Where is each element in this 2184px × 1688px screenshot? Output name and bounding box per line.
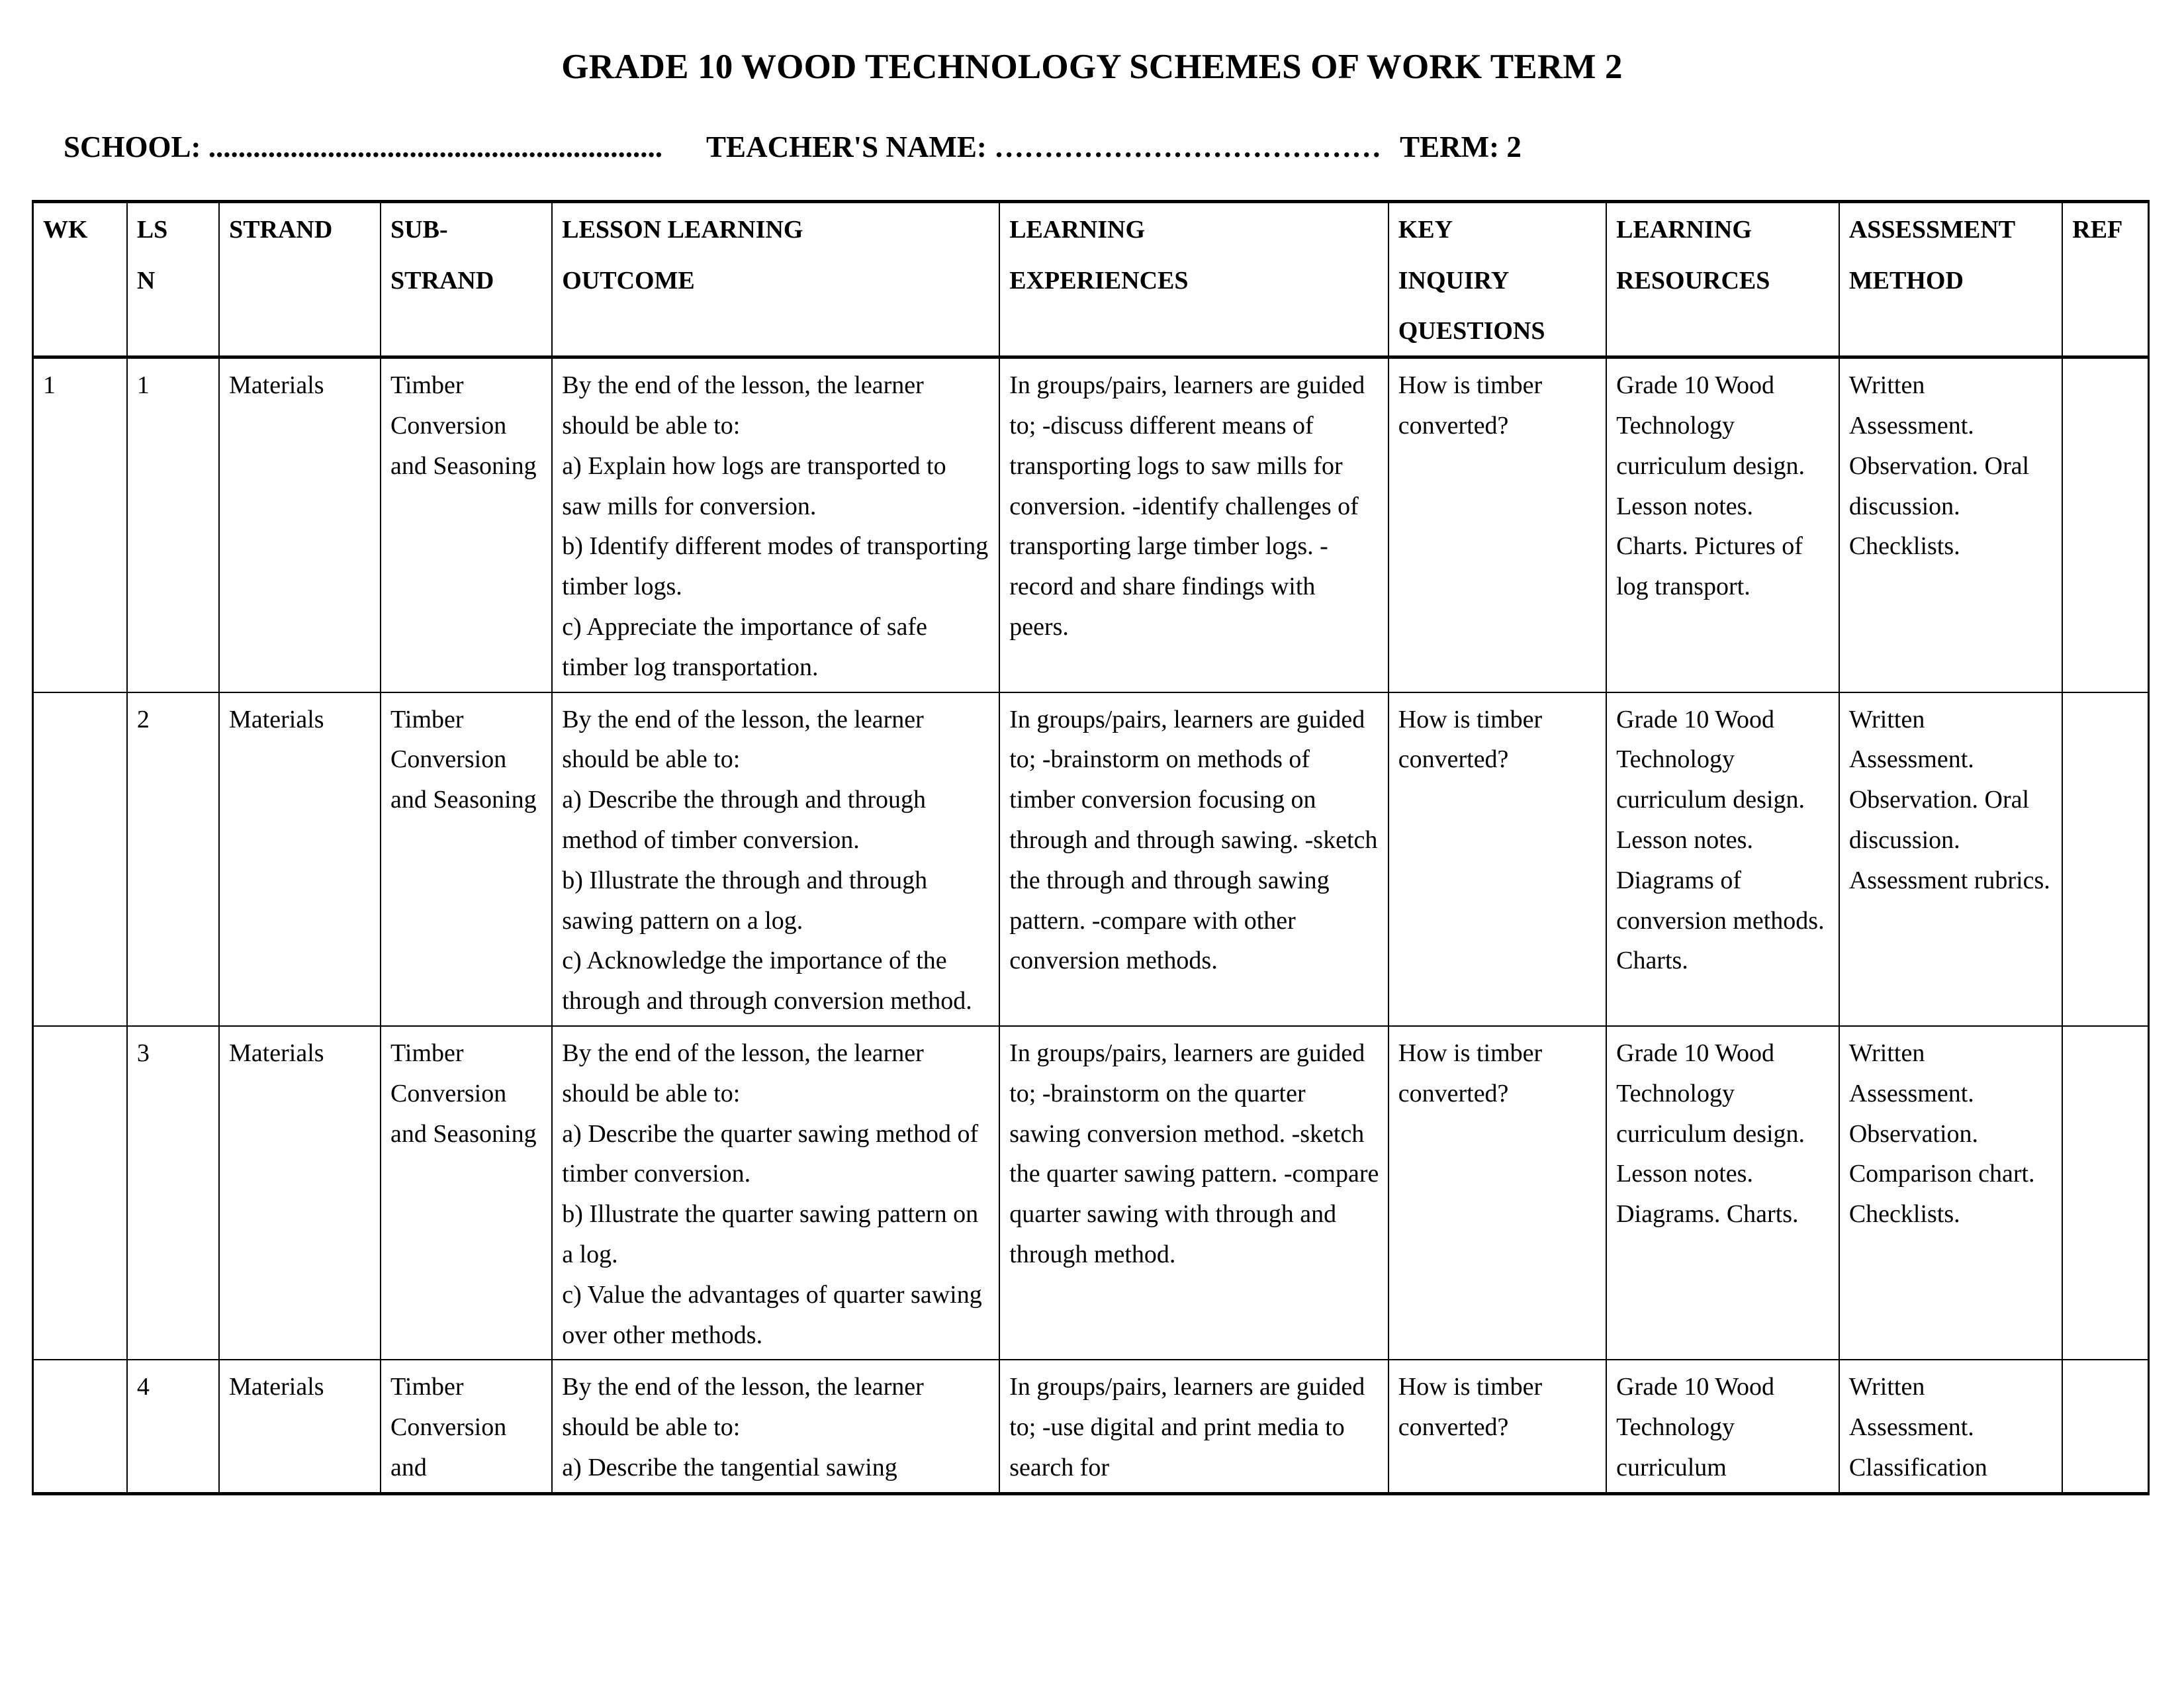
column-header-wk-line1: WK: [43, 215, 88, 244]
table-row: [33, 1026, 2149, 1360]
cell-wk: 1: [33, 357, 127, 692]
llo-line: By the end of the lesson, the learner should be able to:: [562, 705, 924, 774]
cell-lesson-learning-outcome: [552, 692, 999, 1026]
column-header-kiq-line3: QUESTIONS: [1398, 317, 1545, 346]
column-header-llo-line1: LESSON LEARNING: [562, 215, 803, 244]
cell-learning-resources: Grade 10 Wood Technology curriculum design. Lesson notes. Diagrams. Charts.: [1606, 1026, 1839, 1360]
cell-key-inquiry-questions: How is timber converted?: [1388, 1026, 1606, 1360]
column-header-strand-line1: STRAND: [229, 215, 333, 244]
column-header-substrand-line2: STRAND: [390, 266, 494, 295]
cell-key-inquiry-questions: How is timber converted?: [1388, 1360, 1606, 1493]
table-row: [33, 1360, 2149, 1493]
cell-learning-resources: Grade 10 Wood Technology curriculum: [1606, 1360, 1839, 1493]
cell-substrand: Timber Conversion and Seasoning: [381, 1026, 552, 1360]
column-header-wk: [33, 201, 127, 357]
cell-learning-resources: Grade 10 Wood Technology curriculum design. Lesson notes. Diagrams of conversion methods. Charts.: [1606, 692, 1839, 1026]
column-header-ref-line1: REF: [2072, 215, 2123, 244]
column-header-res-line2: RESOURCES: [1616, 266, 1770, 295]
cell-wk: [33, 1026, 127, 1360]
term-value: 2: [1506, 130, 1522, 164]
column-header-lex-line1: LEARNING: [1009, 215, 1146, 244]
cell-key-inquiry-questions: How is timber converted?: [1388, 357, 1606, 692]
school-label: SCHOOL:: [64, 130, 201, 164]
column-header-learning-experiences: [999, 201, 1388, 357]
column-header-asm-line2: METHOD: [1848, 266, 1964, 295]
cell-key-inquiry-questions: How is timber converted?: [1388, 692, 1606, 1026]
llo-line: c) Appreciate the importance of safe timber log transportation.: [562, 612, 927, 681]
table-row: [33, 692, 2149, 1026]
cell-lesson-learning-outcome: [552, 1360, 999, 1493]
cell-learning-experiences: In groups/pairs, learners are guided to; -discuss different means of transporting logs to saw mills for conversion. -identify challenges of transporting large timber logs. -record and share findings with peers.: [999, 357, 1388, 692]
cell-ref: [2062, 692, 2148, 1026]
llo-line: b) Identify different modes of transporting timber logs.: [562, 532, 989, 601]
cell-lsn: 2: [127, 692, 219, 1026]
table-header-row: [33, 201, 2149, 357]
table-body: [33, 357, 2149, 1494]
column-header-llo-line2: OUTCOME: [562, 266, 695, 295]
cell-lesson-learning-outcome: [552, 357, 999, 692]
column-header-strand: [219, 201, 381, 357]
cell-ref: [2062, 357, 2148, 692]
cell-strand: Materials: [219, 357, 381, 692]
column-header-lsn-line2: N: [136, 266, 156, 295]
page-title: GRADE 10 WOOD TECHNOLOGY SCHEMES OF WORK TERM 2: [561, 48, 1623, 86]
cell-wk: [33, 1360, 127, 1493]
llo-line: a) Describe the tangential sawing: [562, 1453, 897, 1481]
cell-lsn: 3: [127, 1026, 219, 1360]
llo-line: c) Value the advantages of quarter sawing over other methods.: [562, 1280, 982, 1349]
term-label: TERM:: [1400, 130, 1500, 164]
llo-line: By the end of the lesson, the learner should be able to:: [562, 1373, 924, 1442]
column-header-substrand: [381, 201, 552, 357]
llo-line: b) Illustrate the quarter sawing pattern on a log.: [562, 1200, 979, 1268]
llo-line: By the end of the lesson, the learner should be able to:: [562, 1039, 924, 1107]
column-header-lex-line2: EXPERIENCES: [1009, 266, 1189, 295]
cell-strand: Materials: [219, 1360, 381, 1493]
column-header-ref: [2062, 201, 2148, 357]
table-row: [33, 357, 2149, 692]
cell-learning-experiences: In groups/pairs, learners are guided to; -use digital and print media to search for: [999, 1360, 1388, 1493]
teacher-name-label: TEACHER'S NAME:: [706, 130, 987, 164]
cell-lesson-learning-outcome: [552, 1026, 999, 1360]
column-header-kiq-line2: INQUIRY: [1398, 266, 1510, 295]
llo-line: a) Explain how logs are transported to saw mills for conversion.: [562, 451, 946, 520]
cell-ref: [2062, 1360, 2148, 1493]
column-header-lsn: [127, 201, 219, 357]
schemes-of-work-table-wrapper: [0, 164, 2184, 1495]
column-header-asm-line1: ASSESSMENT: [1848, 215, 2016, 244]
cell-learning-experiences: In groups/pairs, learners are guided to; -brainstorm on methods of timber conversion focusing on through and through sawing. -sketch the through and through sawing pattern. -compare with other conversion methods.: [999, 692, 1388, 1026]
cell-substrand: Timber Conversion and: [381, 1360, 552, 1493]
column-header-kiq-line1: KEY: [1398, 215, 1453, 244]
cell-ref: [2062, 1026, 2148, 1360]
llo-line: b) Illustrate the through and through sawing pattern on a log.: [562, 866, 928, 935]
cell-lsn: 1: [127, 357, 219, 692]
column-header-assessment-method: [1839, 201, 2062, 357]
column-header-lesson-learning-outcome: [552, 201, 999, 357]
cell-learning-resources: Grade 10 Wood Technology curriculum design. Lesson notes. Charts. Pictures of log transport.: [1606, 357, 1839, 692]
cell-lsn: 4: [127, 1360, 219, 1493]
cell-strand: Materials: [219, 1026, 381, 1360]
cell-assessment-method: Written Assessment. Observation. Oral discussion. Checklists.: [1839, 357, 2062, 692]
cell-learning-experiences: In groups/pairs, learners are guided to; -brainstorm on the quarter sawing conversion method. -sketch the quarter sawing pattern. -compare quarter sawing with through and through method.: [999, 1026, 1388, 1360]
column-header-res-line1: LEARNING: [1616, 215, 1752, 244]
cell-wk: [33, 692, 127, 1026]
cell-substrand: Timber Conversion and Seasoning: [381, 357, 552, 692]
cell-assessment-method: Written Assessment. Observation. Comparison chart. Checklists.: [1839, 1026, 2062, 1360]
cell-substrand: Timber Conversion and Seasoning: [381, 692, 552, 1026]
column-header-lsn-line1: LS: [136, 215, 168, 244]
llo-line: By the end of the lesson, the learner should be able to:: [562, 371, 924, 440]
cell-assessment-method: Written Assessment. Observation. Oral discussion. Assessment rubrics.: [1839, 692, 2062, 1026]
identification-line: [0, 86, 2184, 164]
llo-line: c) Acknowledge the importance of the through and through conversion method.: [562, 947, 972, 1015]
column-header-substrand-line1: SUB-: [390, 215, 448, 244]
column-header-learning-resources: [1606, 201, 1839, 357]
llo-line: a) Describe the through and through method of timber conversion.: [562, 786, 926, 854]
cell-strand: Materials: [219, 692, 381, 1026]
column-header-key-inquiry-questions: [1388, 201, 1606, 357]
school-value: .............................................................: [208, 130, 663, 164]
schemes-of-work-table: [32, 200, 2150, 1495]
teacher-name-value: …………………………………: [994, 130, 1382, 164]
cell-assessment-method: Written Assessment. Classification: [1839, 1360, 2062, 1493]
llo-line: a) Describe the quarter sawing method of timber conversion.: [562, 1119, 979, 1188]
